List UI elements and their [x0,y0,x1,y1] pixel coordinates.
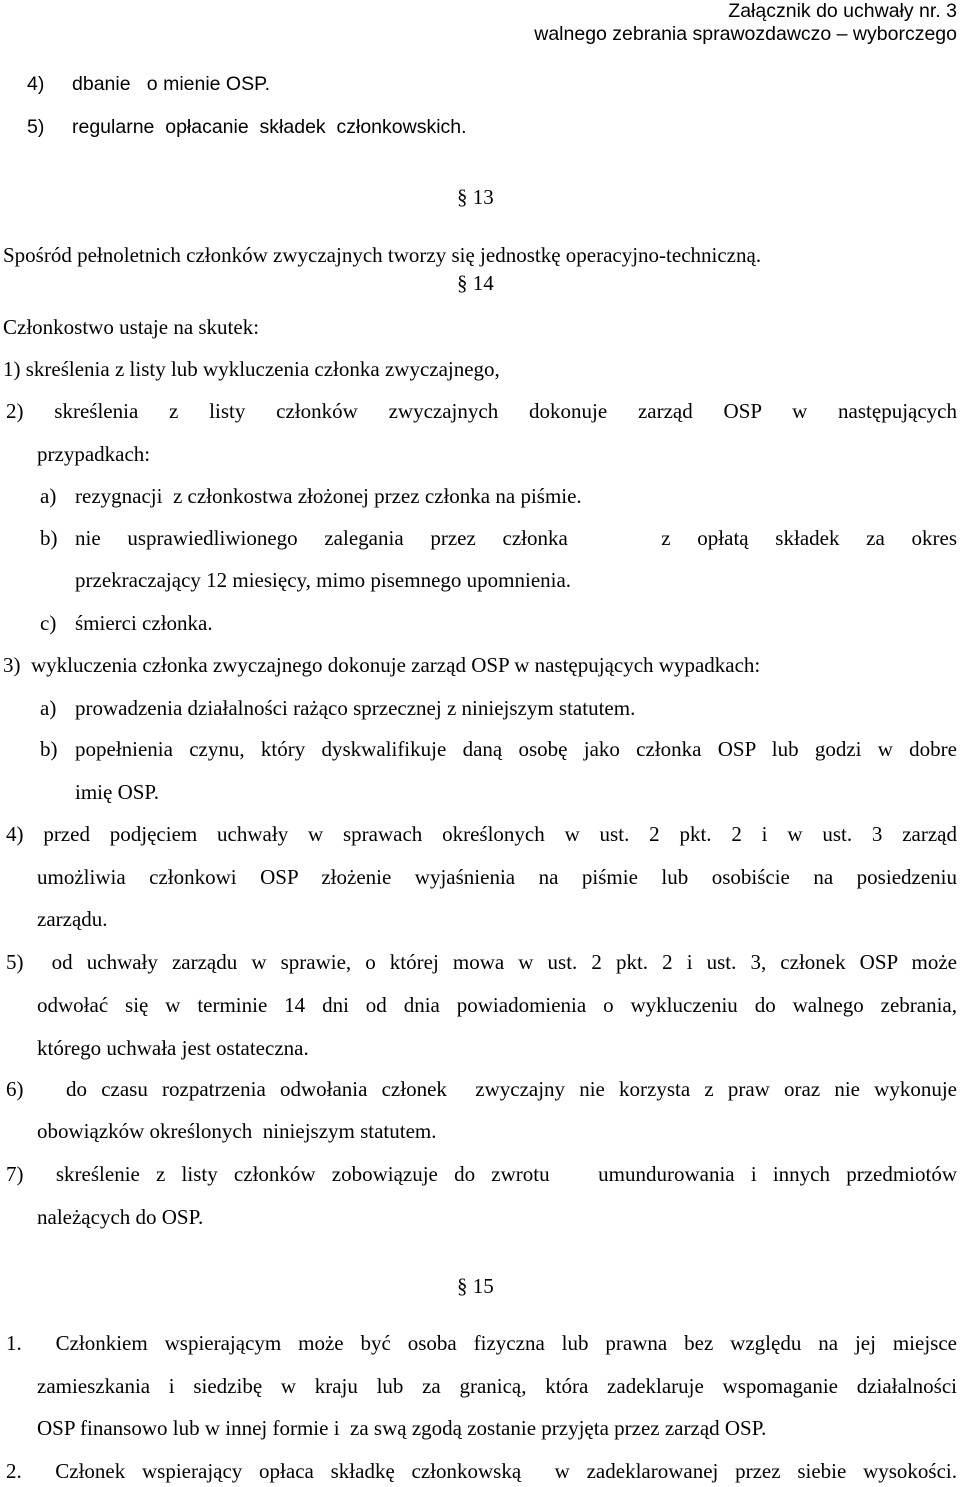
section-14-point-2b-line-2: przekraczający 12 miesięcy, mimo pisemnego upomnienia. [75,568,572,592]
section-14-point-2c-text: śmierci członka. [75,611,213,635]
section-14-point-3a-number: a) [40,696,57,720]
header-line-1: Załącznik do uchwały nr. 3 [728,0,957,22]
section-14-point-2a-number: a) [40,484,57,508]
section-14-point-5-line-3: którego uchwała jest ostateczna. [37,1036,309,1060]
section-15-point-1-line-2: zamieszkania i siedzibę w kraju lub za granicą, która zadeklaruje wspomaganie działalności [37,1374,957,1398]
section-15-point-1-line-1: 1. Członkiem wspierającym może być osoba fizyczna lub prawna bez względu na jej miejsce [6,1331,957,1355]
section-14-point-2b-number: b) [40,526,58,550]
section-14-heading: § 14 [457,271,494,295]
list-item-5-number: 5) [27,116,45,138]
section-14-point-4-line-1: 4) przed podjęciem uchwały w sprawach określonych w ust. 2 pkt. 2 i w ust. 3 zarząd [6,822,957,846]
section-14-point-5-line-2: odwołać się w terminie 14 dni od dnia powiadomienia o wykluczeniu do walnego zebrania, [37,993,957,1017]
section-13-heading: § 13 [457,185,494,209]
section-14-point-2c-number: c) [40,611,57,635]
list-item-5-text: regularne opłacanie składek członkowskich. [72,116,467,138]
section-13-text: Spośród pełnoletnich członków zwyczajnych tworzy się jednostkę operacyjno-techniczną. [3,243,762,267]
section-15-point-1-line-3: OSP finansowo lub w innej formie i za swą zgodą zostanie przyjęta przez zarząd OSP. [37,1416,767,1440]
section-14-point-2-line-2: przypadkach: [37,442,151,466]
section-14-point-3a-text: prowadzenia działalności rażąco sprzecznej z niniejszym statutem. [75,696,636,720]
section-14-point-5-line-1: 5) od uchwały zarządu w sprawie, o której mowa w ust. 2 pkt. 2 i ust. 3, członek OSP może [6,950,957,974]
section-14-point-3b-number: b) [40,737,58,761]
section-14-point-7-line-1: 7) skreślenie z listy członków zobowiązuje do zwrotu umundurowania i innych przedmiotów [6,1162,957,1186]
section-14-point-2b-line-1: nie usprawiedliwionego zalegania przez członka z opłatą składek za okres [75,526,957,550]
list-item-4-text: dbanie o mienie OSP. [72,73,271,95]
section-14-point-3b-line-2: imię OSP. [75,780,160,804]
section-14-point-2a-text: rezygnacji z członkostwa złożonej przez członka na piśmie. [75,484,582,508]
section-14-point-4-line-2: umożliwia członkowi OSP złożenie wyjaśnienia na piśmie lub osobiście na posiedzeniu [37,865,957,889]
section-14-point-6-line-1: 6) do czasu rozpatrzenia odwołania członek zwyczajny nie korzysta z praw oraz nie wykonuje [6,1077,957,1101]
section-14-point-3b-line-1: popełnienia czynu, który dyskwalifikuje daną osobę jako członka OSP lub godzi w dobre [75,737,957,761]
section-14-point-2-line-1: 2) skreślenia z listy członków zwyczajnych dokonuje zarząd OSP w następujących [6,399,957,423]
section-15-point-2: 2. Członek wspierający opłaca składkę członkowską w zadeklarowanej przez siebie wysokości. [6,1459,957,1483]
section-14-intro: Członkostwo ustaje na skutek: [3,315,260,339]
section-14-point-3: 3) wykluczenia członka zwyczajnego dokonuje zarząd OSP w następujących wypadkach: [3,653,761,677]
list-item-4-number: 4) [27,73,45,95]
section-14-point-4-line-3: zarządu. [37,907,108,931]
section-14-point-1: 1) skreślenia z listy lub wykluczenia członka zwyczajnego, [3,357,500,381]
section-15-heading: § 15 [457,1274,494,1298]
section-14-point-6-line-2: obowiązków określonych niniejszym statutem. [37,1119,437,1143]
section-14-point-7-line-2: należących do OSP. [37,1205,204,1229]
header-line-2: walnego zebrania sprawozdawczo – wyborczego [534,23,957,45]
